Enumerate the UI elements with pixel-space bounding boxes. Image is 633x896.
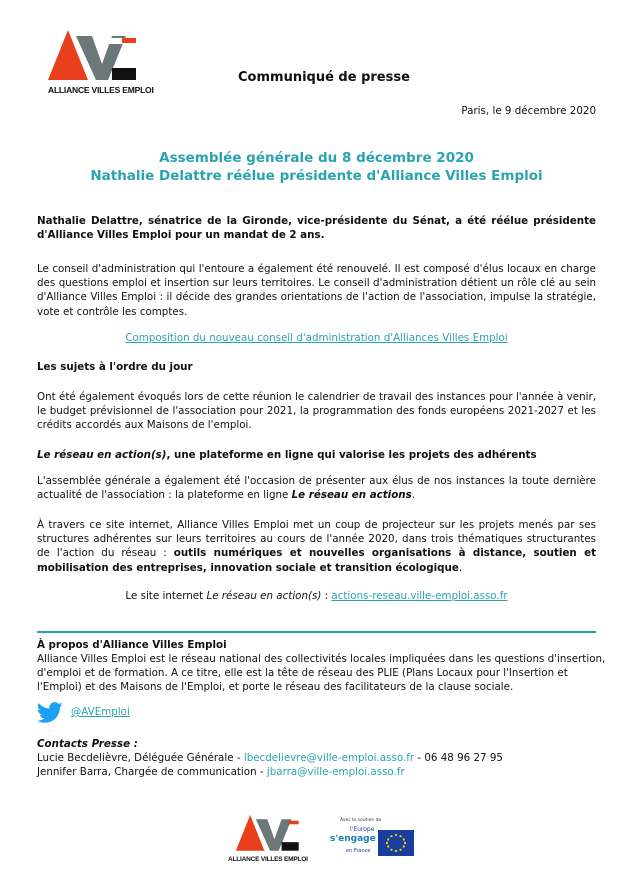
section-divider	[37, 631, 596, 633]
eu-flag-icon	[378, 830, 414, 856]
doc-date: Paris, le 9 décembre 2020	[461, 105, 596, 117]
paragraph-platform-end: .	[411, 489, 416, 502]
paragraph-website	[37, 518, 596, 575]
headline-line1: Assemblée générale du 8 décembre 2020	[159, 150, 474, 166]
eu-support-text-2: l'Europe	[350, 826, 375, 833]
site-line-italic: Le réseau en action(s)	[206, 590, 322, 602]
avl-logo	[48, 30, 154, 102]
footer-avl-logo-mark	[228, 815, 308, 855]
contact-2-name: Jennifer Barra, Chargée de communication -	[37, 766, 267, 778]
contact-2-email-link[interactable]: jbarra@ville-emploi.asso.fr	[266, 766, 405, 778]
paragraph-platform-italic: Le réseau en actions	[291, 489, 412, 502]
paragraph-agenda: Ont été également évoqués lors de cette réunion le calendrier de travail des instances pour l'année à venir, le budget prévisionnel de l'association pour 2021, la programmation des fonds européens 2021-2027 et les crédits accordés aux Maisons de l'emploi.	[37, 391, 596, 432]
contact-1	[37, 751, 503, 765]
headline-line2: Nathalie Delattre réélue présidente d'Alliance Villes Emploi	[90, 168, 543, 184]
section-platform-title	[37, 448, 596, 462]
twitter-handle-link[interactable]: @AVEmploi	[71, 706, 130, 718]
section-agenda-title: Les sujets à l'ordre du jour	[37, 361, 193, 373]
about-title: À propos d'Alliance Villes Emploi	[37, 639, 227, 651]
contact-2	[37, 765, 405, 779]
eu-support-logo	[324, 818, 414, 862]
contacts-title: Contacts Presse :	[37, 738, 138, 750]
paragraph-website-text: À travers ce site internet, Alliance Villes Emploi met un coup de projecteur sur les projets menés par ses structures adhérentes sur leurs territoires au cours de l'année 2020, dans trois thématiques structurantes de l'action du réseau :	[37, 519, 596, 560]
about-line2: d'emploi et de formation. A ce titre, elle est la tête de réseau des PLIE (Plans Locaux pour l'Insertion et	[37, 667, 568, 679]
contact-1-name: Lucie Becdelièvre, Déléguée Générale -	[37, 752, 244, 764]
site-line	[0, 590, 633, 602]
avl-logo-text: ALLIANCE VILLES EMPLOI	[48, 85, 154, 95]
avl-logo-mark	[48, 30, 138, 86]
footer-avl-logo-text: ALLIANCE VILLES EMPLOI	[228, 856, 308, 863]
eu-support-text-1: Avec le soutien de	[340, 818, 382, 823]
composition-link[interactable]: Composition du nouveau conseil d'administration d'Alliances Villes Emploi	[125, 332, 508, 344]
about-line1: Alliance Villes Emploi est le réseau national des collectivités locales impliquées dans les questions d'insertion,	[37, 653, 606, 665]
paragraph-website-bold: outils numériques et nouvelles organisations à distance, soutien et mobilisation des entreprises, innovation sociale et transition écologique	[37, 547, 596, 574]
intro-paragraph: Nathalie Delattre, sénatrice de la Gironde, vice-présidente du Sénat, a été réélue présidente d'Alliance Villes Emploi pour un mandat de 2 ans.	[37, 215, 596, 242]
paragraph-platform	[37, 474, 596, 502]
section-platform-title-rest: , une plateforme en ligne qui valorise les projets des adhérents	[166, 449, 537, 461]
eu-support-text-4: en France	[346, 848, 371, 854]
doc-type-title: Communiqué de presse	[238, 70, 410, 85]
site-line-colon: :	[321, 590, 332, 602]
paragraph-platform-text: L'assemblée générale a également été l'occasion de présenter aux élus de nos instances la toute dernière actualité de l'association : la plateforme en ligne	[37, 475, 596, 502]
about-line3: l'Emploi) et des Maisons de l'Emploi, et porte le réseau des facilitateurs de la clause sociale.	[37, 681, 514, 693]
contact-1-phone: - 06 48 96 27 95	[414, 752, 503, 764]
paragraph-board: Le conseil d'administration qui l'entoure a également été renouvelé. Il est composé d'élus locaux en charge des questions emploi et insertion sur leurs territoires. Le conseil d'administration détient un rôle clé au sein d'Alliance Villes Emploi : il décide des grandes orientations de l'action de l'association, impulse la stratégie, vote et contrôle les comptes.	[37, 263, 596, 318]
eu-support-text-3: s'engage	[330, 834, 376, 844]
section-platform-title-italic: Le réseau en action(s)	[37, 449, 167, 461]
site-line-prefix: Le site internet	[125, 590, 207, 602]
twitter-icon	[37, 702, 63, 724]
paragraph-website-end: .	[458, 561, 463, 574]
footer-avl-logo	[228, 815, 308, 865]
contact-1-email-link[interactable]: lbecdelievre@ville-emploi.asso.fr	[243, 752, 415, 764]
site-url-link[interactable]: actions-reseau.ville-emploi.asso.fr	[331, 590, 508, 602]
